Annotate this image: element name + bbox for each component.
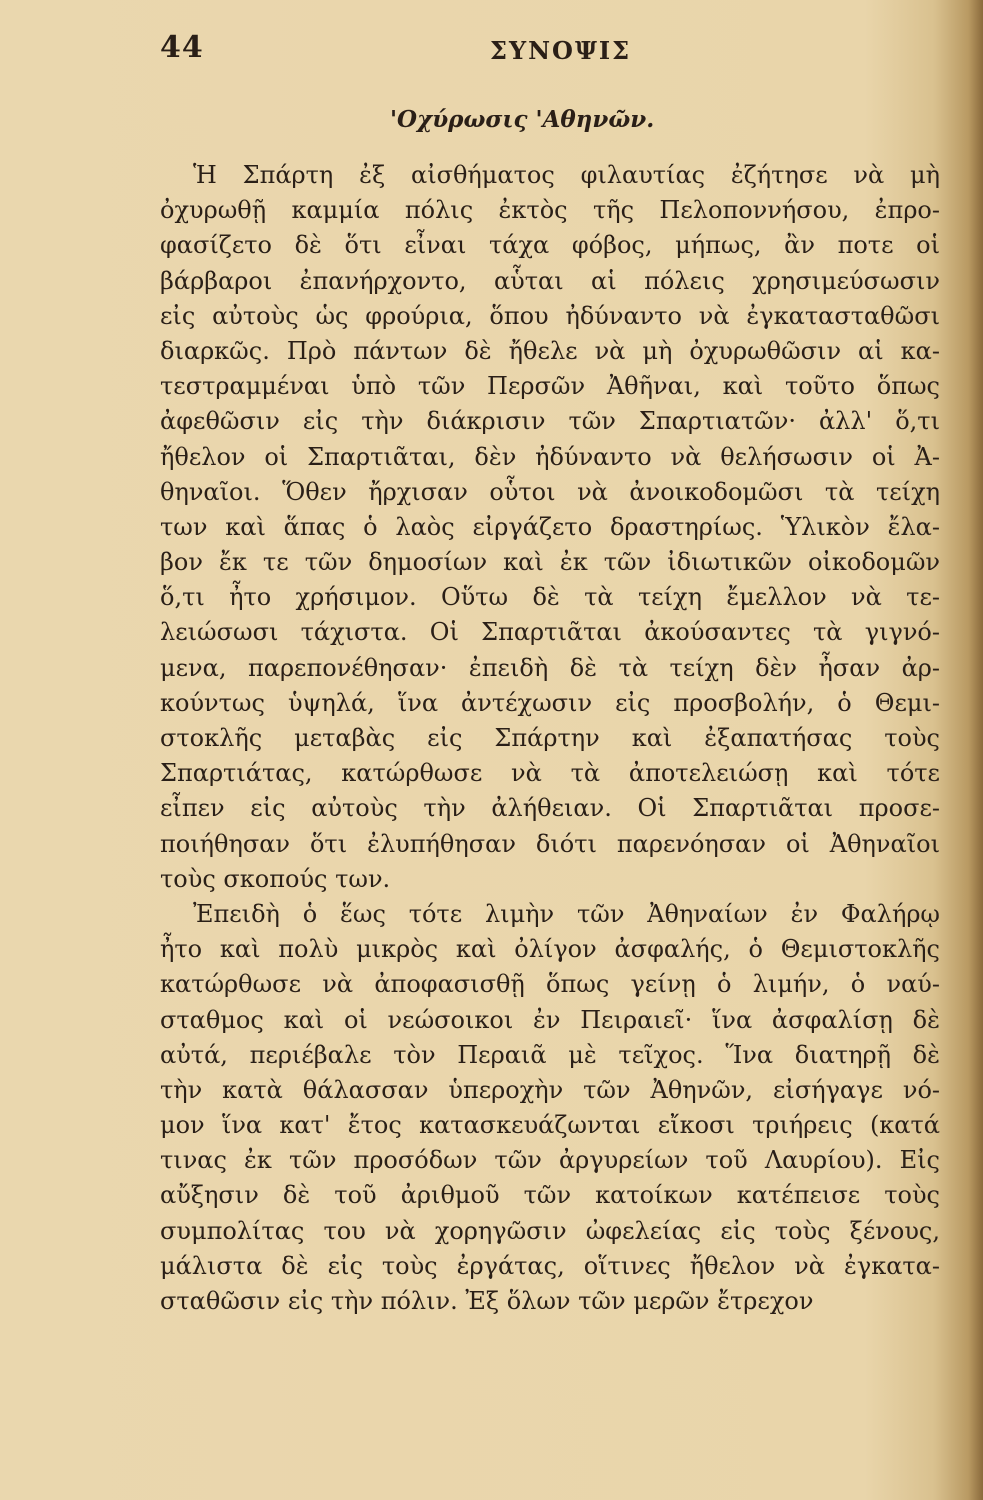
text-line: θηναῖοι. Ὅθεν ἤρχισαν οὗτοι νὰ ἀνοικοδομῶσι τὰ τείχη	[160, 477, 940, 506]
text-line: ποιήθησαν ὅτι ἐλυπήθησαν διότι παρενόησαν οἱ Ἀθηναῖοι	[160, 829, 940, 858]
text-line: Ἡ Σπάρτη ἐξ αἰσθήματος φιλαυτίας ἐζήτησε νὰ μὴ	[193, 161, 940, 189]
section-title: 'Οχύρωσις 'Αθηνῶν.	[390, 106, 655, 133]
text-line: στοκλῆς μεταβὰς εἰς Σπάρτην καὶ ἐξαπατήσας τοὺς	[160, 724, 940, 752]
text-line: μάλιστα δὲ εἰς τοὺς ἐργάτας, οἵτινες ἤθελον νὰ ἐγκατα-	[160, 1251, 940, 1280]
text-line: εἰς αὐτοὺς ὡς φρούρια, ὅπου ἠδύναντο νὰ ἐγκατασταθῶσι	[160, 301, 940, 330]
text-line: συμπολίτας του νὰ χορηγῶσιν ὠφελείας εἰς τοὺς ξένους,	[160, 1216, 940, 1245]
text-line: σταθῶσιν εἰς τὴν πόλιν. Ἐξ ὅλων τῶν μερῶν ἔτρεχον	[160, 1287, 814, 1315]
text-line: ἤθελον οἱ Σπαρτιᾶται, δὲν ἠδύναντο νὰ θελήσωσιν οἱ Ἀ-	[160, 442, 940, 471]
text-line: τὴν κατὰ θάλασσαν ὑπεροχὴν τῶν Ἀθηνῶν, εἰσήγαγε νό-	[160, 1075, 940, 1104]
text-line: αὔξησιν δὲ τοῦ ἀριθμοῦ τῶν κατοίκων κατέπεισε τοὺς	[160, 1181, 940, 1210]
text-line: μενα, παρεπονέθησαν· ἐπειδὴ δὲ τὰ τείχη δὲν ἦσαν ἀρ-	[160, 653, 940, 682]
text-line: φασίζετο δὲ ὅτι εἶναι τάχα φόβος, μήπως, ἂν ποτε οἱ	[160, 231, 940, 260]
text-line: ἦτο καὶ πολὺ μικρὸς καὶ ὀλίγον ἀσφαλής, ὁ Θεμιστοκλῆς	[160, 935, 940, 964]
text-line: ὅ,τι ἦτο χρήσιμον. Οὕτω δὲ τὰ τείχη ἔμελλον νὰ τε-	[160, 583, 940, 612]
text-line: τεστραμμέναι ὑπὸ τῶν Περσῶν Ἀθῆναι, καὶ τοῦτο ὅπως	[160, 372, 940, 401]
text-line: κούντως ὑψηλά, ἵνα ἀντέχωσιν εἰς προσβολήν, ὁ Θεμι-	[160, 688, 940, 717]
text-line: κατώρθωσε νὰ ἀποφασισθῇ ὅπως γείνῃ ὁ λιμήν, ὁ ναύ-	[160, 970, 940, 999]
text-line: ὀχυρωθῇ καμμία πόλις ἐκτὸς τῆς Πελοποννήσου, ἐπρο-	[160, 196, 940, 225]
text-line: σταθμος καὶ οἱ νεώσοικοι ἐν Πειραιεῖ· ἵνα ἀσφαλίσῃ δὲ	[160, 1005, 940, 1034]
text-line: λειώσωσι τάχιστα. Οἱ Σπαρτιᾶται ἀκούσαντες τὰ γιγνό-	[160, 618, 940, 647]
text-line: αὐτά, περιέβαλε τὸν Περαιᾶ μὲ τεῖχος. Ἵνα διατηρῇ δὲ	[160, 1040, 940, 1069]
text-line: Ἐπειδὴ ὁ ἕως τότε λιμὴν τῶν Ἀθηναίων ἐν Φαλήρῳ	[193, 899, 940, 928]
text-line: τοὺς σκοπούς των.	[160, 864, 391, 893]
text-line: τινας ἐκ τῶν προσόδων τῶν ἀργυρείων τοῦ Λαυρίου). Εἰς	[160, 1146, 940, 1175]
text-line: μον ἵνα κατ' ἔτος κατασκευάζωνται εἴκοσι τριήρεις (κατά	[160, 1111, 940, 1140]
text-line: ἀφεθῶσιν εἰς τὴν διάκρισιν τῶν Σπαρτιατῶν· ἀλλ' ὅ,τι	[160, 407, 940, 436]
text-line: Σπαρτιάτας, κατώρθωσε νὰ τὰ ἀποτελειώσῃ καὶ τότε	[160, 759, 940, 788]
page-header	[160, 30, 950, 66]
body-text	[160, 158, 940, 1319]
text-line: εἶπεν εἰς αὐτοὺς τὴν ἀλήθειαν. Οἱ Σπαρτιᾶται προσε-	[160, 794, 940, 823]
text-line: βον ἔκ τε τῶν δημοσίων καὶ ἐκ τῶν ἰδιωτικῶν οἰκοδομῶν	[160, 548, 940, 577]
page-number: 44	[160, 30, 204, 65]
text-line: βάρβαροι ἐπανήρχοντο, αὗται αἱ πόλεις χρησιμεύσωσιν	[160, 266, 940, 295]
text-line: διαρκῶς. Πρὸ πάντων δὲ ἤθελε νὰ μὴ ὀχυρωθῶσιν αἱ κα-	[160, 336, 940, 365]
text-line: των καὶ ἅπας ὁ λαὸς εἰργάζετο δραστηρίως. Ὑλικὸν ἔλα-	[160, 512, 940, 541]
running-head: ΣΥΝΟΨΙΣ	[490, 36, 632, 65]
